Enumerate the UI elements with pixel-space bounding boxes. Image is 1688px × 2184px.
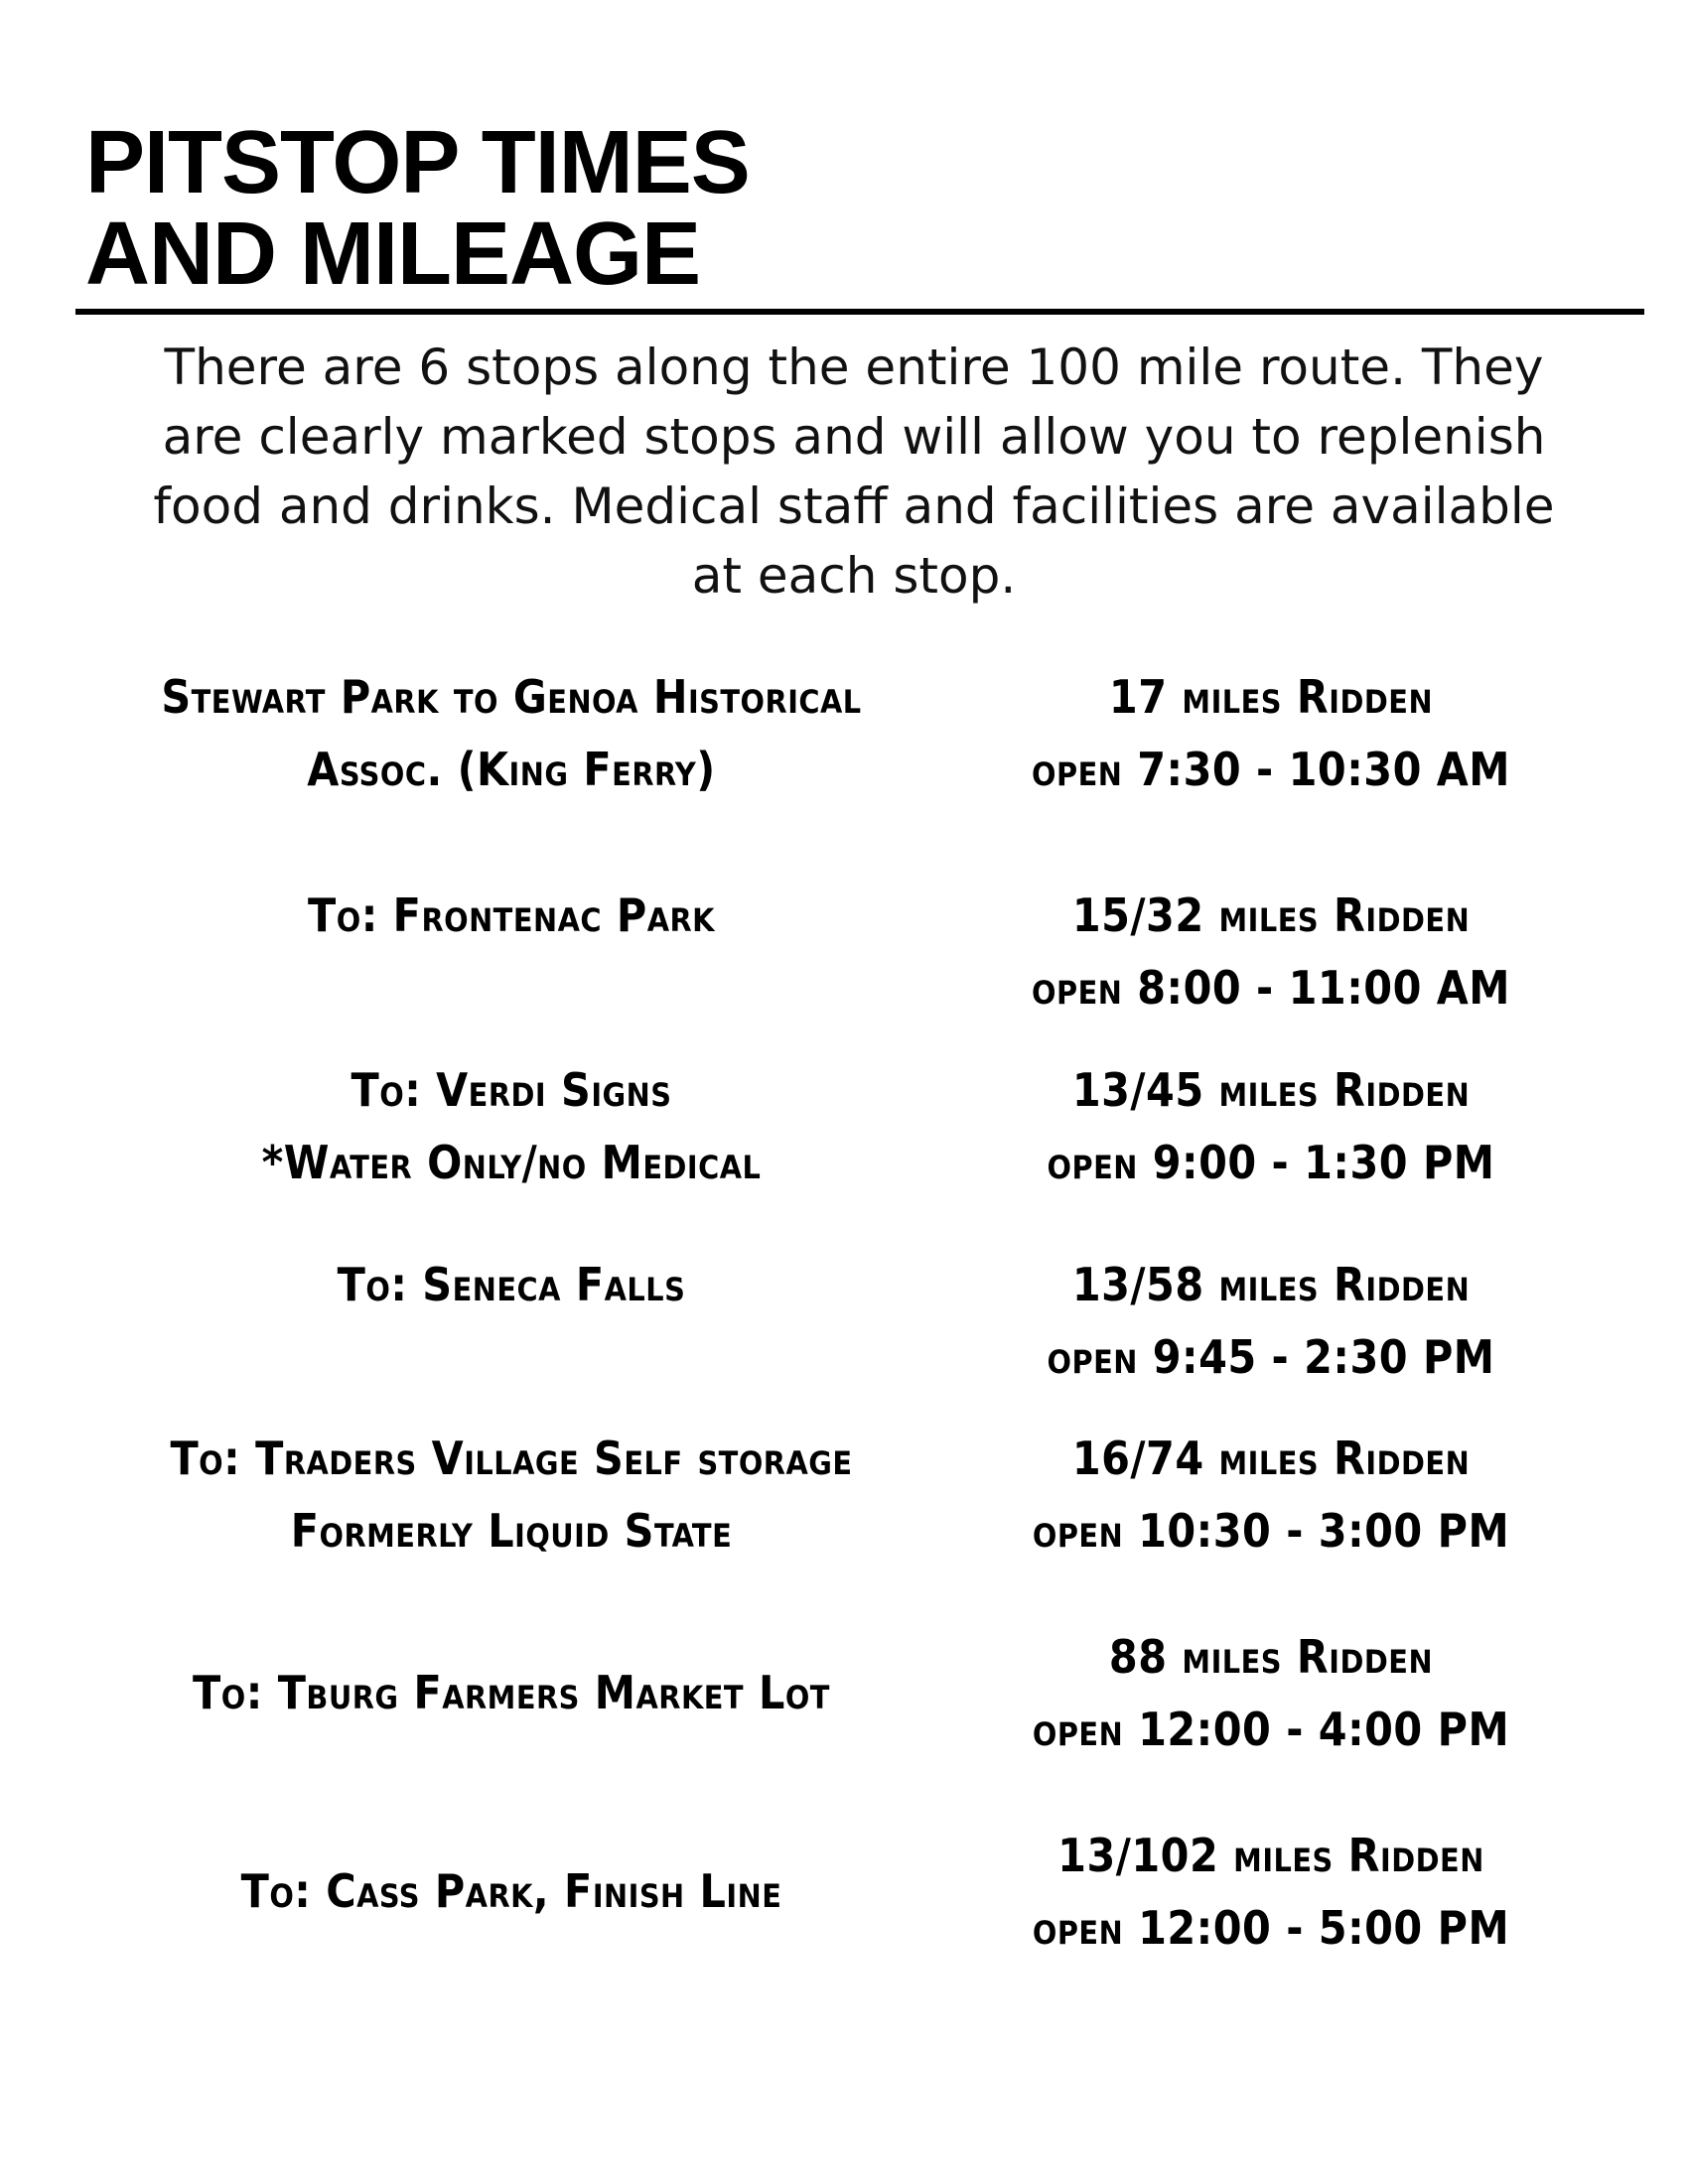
stop-hours: open 7:30 - 10:30 AM <box>1032 743 1510 796</box>
stop-info <box>1013 880 1529 1024</box>
stop-miles: 15/32 miles Ridden <box>1071 888 1471 942</box>
title-divider <box>75 309 1644 315</box>
stop-name <box>79 1249 943 1321</box>
stop-hours: open 12:00 - 4:00 PM <box>1032 1703 1510 1756</box>
stop-miles: 17 miles Ridden <box>1108 670 1434 724</box>
stop-name-line: To: Frontenac Park <box>308 888 715 942</box>
stop-hours: open 8:00 - 11:00 AM <box>1032 961 1510 1015</box>
page-title-line-2: AND MILEAGE <box>85 205 700 304</box>
stop-name-line: Formerly Liquid State <box>290 1504 733 1558</box>
stop-name <box>79 661 943 806</box>
stop-miles: 88 miles Ridden <box>1108 1630 1434 1684</box>
stop-name-line: To: Verdi Signs <box>351 1063 672 1117</box>
stop-miles: 13/58 miles Ridden <box>1071 1258 1471 1311</box>
stop-hours: open 12:00 - 5:00 PM <box>1032 1901 1510 1955</box>
stop-miles: 16/74 miles Ridden <box>1071 1432 1471 1485</box>
stop-info <box>1013 1054 1529 1199</box>
stop-info <box>1013 1249 1529 1394</box>
stop-hours: open 10:30 - 3:00 PM <box>1032 1504 1510 1558</box>
page-title-line-1: PITSTOP TIMES <box>85 113 750 212</box>
stop-name-line: Assoc. (King Ferry) <box>307 743 716 796</box>
stop-name-line: To: Traders Village Self storage <box>170 1432 853 1485</box>
stop-name-line: To: Seneca Falls <box>337 1258 686 1311</box>
stop-name <box>79 1855 943 1928</box>
stop-name-line: To: Tburg Farmers Market Lot <box>193 1666 830 1719</box>
intro-paragraph: There are 6 stops along the entire 100 mile route. They are clearly marked stops and will allow you to replenish food and drinks. Medical staff and facilities are available at each stop. <box>153 339 1555 605</box>
stop-name-line: Stewart Park to Genoa Historical <box>161 670 862 724</box>
stop-info <box>1013 1621 1529 1766</box>
stop-name <box>79 1423 943 1568</box>
stop-name-line: *Water Only/no Medical <box>261 1136 762 1189</box>
stop-hours: open 9:00 - 1:30 PM <box>1047 1136 1495 1189</box>
page-title <box>85 113 750 304</box>
stop-info <box>1013 1423 1529 1568</box>
stop-name <box>79 880 943 952</box>
stop-info <box>1013 1820 1529 1965</box>
stop-name-line: To: Cass Park, Finish Line <box>240 1864 782 1918</box>
stop-name <box>79 1657 943 1729</box>
stop-miles: 13/102 miles Ridden <box>1057 1829 1484 1882</box>
stop-info <box>1013 661 1529 806</box>
stop-name <box>79 1054 943 1199</box>
stop-hours: open 9:45 - 2:30 PM <box>1047 1330 1495 1384</box>
stop-miles: 13/45 miles Ridden <box>1071 1063 1471 1117</box>
